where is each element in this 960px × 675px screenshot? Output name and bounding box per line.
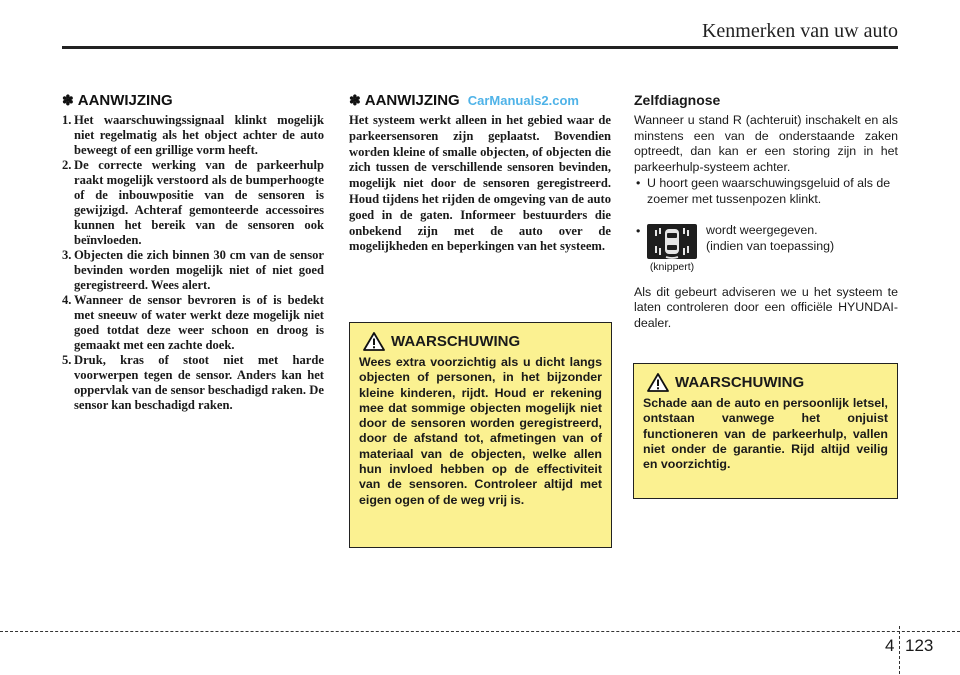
section-title: Zelfdiagnose [634,92,721,108]
left-note-section [62,92,324,413]
mid-note-heading [349,92,611,109]
left-note-heading [62,92,324,109]
mid-note-text: Het systeem werkt alleen in het gebied waar de parkeersensoren zijn geplaatst. Bovendien worden kleine of smalle objecten, of objecten die zich tussen de verschillende sensoren bevinden, mogelijk niet door de sensoren geregistreerd. Houd tijdens het rijden de omgeving van de auto goed in de gaten. Informeer bestuurders die onbekend zijn met de auto over de mogelijkheden en beperkingen van het systeem. [349,113,611,254]
bullet-icon: • [636,176,641,190]
list-item: • U hoort geen waarschuwingsgeluid of als de zoemer met tussenpozen klinkt. [636,176,891,206]
warning-title: WAARSCHUWING [675,374,805,391]
bullet-icon: • [636,224,641,238]
mid-note-section [349,92,611,255]
self-diagnosis-section [634,92,898,331]
left-note-list [62,113,324,413]
asterisk-icon: ✽ [62,92,74,108]
list-item: 3. Objecten die zich binnen 30 cm van de sensor bevinden worden mogelijk niet of niet goed geregistreerd. Wees alert. [62,248,324,292]
page-number-divider [899,626,900,674]
page-header-title: Kenmerken van uw auto [701,20,898,42]
page-number: 123 [905,636,934,655]
footer-rule [0,631,960,632]
list-item: 5. Druk, kras of stoot niet met harde voorwerpen tegen de sensor. Anders kan het oppervlak van de sensor beschadigd raken. De sensor kan beschadigd raken. [62,353,324,412]
warning-box-right [633,363,898,499]
list-item: 1. Het waarschuwingssignaal klinkt mogelijk niet regelmatig als het object achter de auto beweegt of een grillige vorm heeft. [62,113,324,157]
warning-title: WAARSCHUWING [391,333,521,350]
list-item: 2. De correcte werking van de parkeerhulp raakt mogelijk verstoord als de bumperhoogte of de inbouwpositie van de sensoren is gewijzigd. Achteraf gemonteerde accessoires kunnen het bereik van de sensoren ook beïnvloeden. [62,158,324,247]
header-rule [62,46,898,49]
warning-triangle-icon [647,373,669,392]
indicator-description: wordt weergegeven. (indien van toepassing) [706,223,835,253]
sensor-indicator [647,224,697,276]
warning-text: Schade aan de auto en persoonlijk letsel, ontstaan vanwege het onjuist functioneren van de parkeerhulp, vallen niet onder de garantie. Rijd altijd veilig en voorzichtig. [643,396,888,472]
self-diagnosis-intro: Wanneer u stand R (achteruit) inschakelt en als minstens een van de onderstaande zaken optreedt, dan kan er een storing zijn in het parkeerhulp-systeem achter. [634,113,898,174]
asterisk-icon: ✽ [349,92,361,108]
mid-note-title: AANWIJZING [364,92,460,109]
warning-heading [363,332,602,351]
parking-sensor-icon [647,224,697,259]
warning-text: Wees extra voorzichtig als u dicht langs objecten of personen, in het bijzonder kleine kinderen, rijdt. Houd er rekening mee dat sommige objecten mogelijk niet door de sensoren worden geregistreerd, door de afstand tot, afmetingen van of materiaal van de objecten, welke allen hun invloed hebben op de effectiviteit van de sensoren. Controleer altijd met eigen ogen of de weg vrij is. [359,355,602,507]
warning-triangle-icon [363,332,385,351]
self-diagnosis-advice: Als dit gebeurt adviseren we u het systeem te laten controleren door een officiële HYUNDAI-dealer. [634,284,898,330]
left-note-title: AANWIJZING [77,92,173,109]
list-item [634,224,898,276]
chapter-number: 4 [885,636,895,655]
watermark-link[interactable]: CarManuals2.com [467,93,579,108]
warning-heading [647,373,888,392]
sensor-caption: (knippert) [649,261,695,273]
warning-box-mid [349,322,612,548]
list-item: 4. Wanneer de sensor bevroren is of is bedekt met sneeuw of water werkt deze mogelijk niet goed totdat deze weer schoon en droog is gemaakt met een zachte doek. [62,293,324,352]
